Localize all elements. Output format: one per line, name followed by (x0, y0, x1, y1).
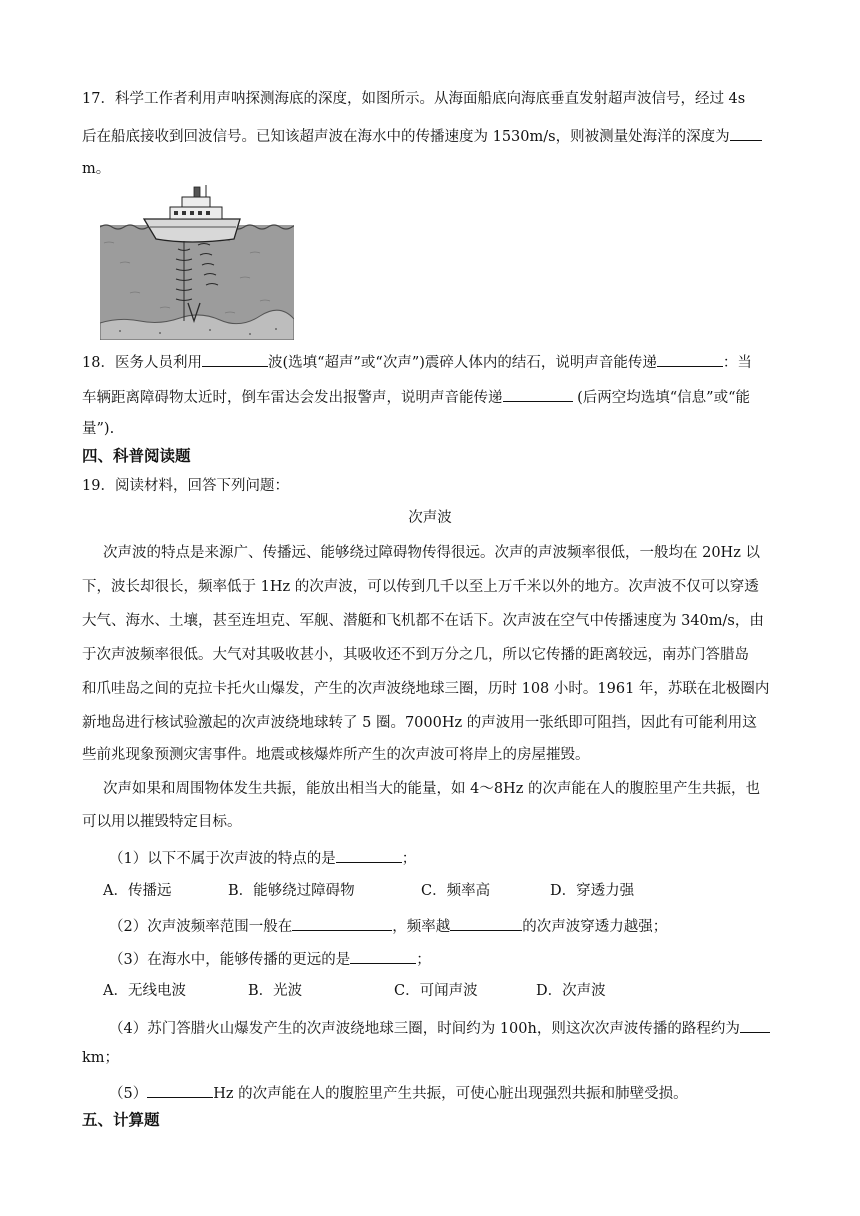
subq5-text-b: Hz 的次声能在人的腹腔里产生共振，可使心脏出现强烈共振和肺壁受损。 (213, 1086, 688, 1102)
subq3-options (103, 981, 833, 1001)
para1-line: 下，波长却很长，频率低于 1Hz 的次声波，可以传到几千以至上万千米以外的地方。次声波不仅可以穿透 (82, 579, 759, 595)
q18-blank-1[interactable] (202, 350, 268, 367)
q18-line3: 量”). (82, 421, 115, 437)
subq2-blank-2[interactable] (450, 914, 522, 931)
para1-line: 次声波的特点是来源广、传播远、能够绕过障碍物传得很远。次声的声波频率很低，一般均在 20Hz 以 (103, 545, 760, 561)
q18-blank-2[interactable] (657, 350, 723, 367)
option-a[interactable]: A．无线电波 (103, 983, 186, 999)
subq5-blank[interactable] (147, 1081, 213, 1098)
subq2-blank-1[interactable] (292, 914, 392, 931)
subq2 (109, 914, 839, 937)
subq1-text: （1）以下不属于次声波的特点的是 (109, 851, 336, 867)
subq4-line1 (109, 1016, 814, 1039)
option-c[interactable]: C．可闻声波 (394, 983, 478, 999)
subq1 (109, 846, 839, 869)
para1-line: 和爪哇岛之间的克拉卡托火山爆发，产生的次声波绕地球三圈，历时 108 小时。1961 年，苏联在北极圈内 (82, 681, 770, 697)
section-4-heading: 四、科普阅读题 (82, 447, 191, 465)
para1-line: 新地岛进行核试验激起的次声波绕地球转了 5 圈。7000Hz 的声波用一张纸即可阻挡，因此有可能利用这 (82, 715, 757, 731)
q17-line1: 17．科学工作者利用声呐探测海底的深度，如图所示。从海面船底向海底垂直发射超声波信号，经过 4s (82, 91, 746, 107)
option-d[interactable]: D．穿透力强 (550, 883, 635, 899)
option-b[interactable]: B．能够绕过障碍物 (228, 883, 355, 899)
sonar-ship-illustration (100, 183, 294, 340)
q18-text-b: 波(选填“超声”或“次声”)震碎人体内的结石，说明声音能传递 (267, 355, 657, 371)
q19-intro: 19．阅读材料，回答下列问题： (82, 478, 289, 494)
option-b[interactable]: B．光波 (248, 983, 303, 999)
subq3-text: （3）在海水中，能够传播的更远的是 (109, 952, 351, 968)
subq5 (109, 1081, 839, 1104)
sonar-ship-figure (100, 183, 294, 340)
subq3-end: ； (416, 952, 431, 968)
q18-blank-3[interactable] (503, 385, 573, 402)
reading-title: 次声波 (408, 510, 452, 526)
option-d[interactable]: D．次声波 (536, 983, 606, 999)
q17-line2 (82, 124, 812, 147)
q17-line3: m。 (82, 161, 111, 177)
q18-text-e: (后两空均选填“信息”或“能 (577, 390, 751, 406)
subq1-blank[interactable] (336, 846, 402, 863)
q17-line2-text: 后在船底接收到回波信号。已知该超声波在海水中的传播速度为 1530m/s，则被测量处海洋的深度为 (82, 129, 730, 145)
q17-answer-blank[interactable] (730, 124, 762, 141)
subq4-blank[interactable] (740, 1016, 770, 1033)
subq4-line2: km； (82, 1050, 120, 1066)
subq2-text-c: 的次声波穿透力越强； (522, 919, 668, 935)
subq1-options (103, 881, 833, 901)
subq5-text-a: （5） (109, 1086, 148, 1102)
para1-line: 于次声波频率很低。大气对其吸收甚小，其吸收还不到万分之几，所以它传播的距离较远，南苏门答腊岛 (82, 647, 749, 663)
q18-text-a: 18．医务人员利用 (82, 355, 202, 371)
subq3-blank[interactable] (350, 947, 416, 964)
section-5-heading: 五、计算题 (82, 1111, 160, 1129)
para2-line: 次声如果和周围物体发生共振，能放出相当大的能量，如 4～8Hz 的次声能在人的腹腔里产生共振，也 (103, 781, 760, 797)
q18-text-d: 车辆距离障碍物太近时，倒车雷达会发出报警声，说明声音能传递 (82, 390, 503, 406)
subq1-end: ； (401, 851, 417, 867)
subq2-text-a: （2）次声波频率范围一般在 (109, 919, 293, 935)
q18-line1 (82, 350, 812, 373)
subq3 (109, 947, 839, 970)
option-a[interactable]: A．传播远 (103, 883, 172, 899)
subq4-text: （4）苏门答腊火山爆发产生的次声波绕地球三圈，时间约为 100h，则这次次声波传播的路程约为 (109, 1021, 740, 1037)
para1-line: 些前兆现象预测灾害事件。地震或核爆炸所产生的次声波可将岸上的房屋摧毁。 (82, 747, 590, 763)
para2-line: 可以用以摧毁特定目标。 (82, 814, 242, 830)
para1-line: 大气、海水、土壤，甚至连坦克、军舰、潜艇和飞机都不在话下。次声波在空气中传播速度为 340m/s，由 (82, 613, 764, 629)
option-c[interactable]: C．频率高 (421, 883, 491, 899)
q18-line2 (82, 385, 812, 408)
q18-text-c: ：当 (722, 355, 752, 371)
subq2-text-b: ，频率越 (392, 919, 451, 935)
